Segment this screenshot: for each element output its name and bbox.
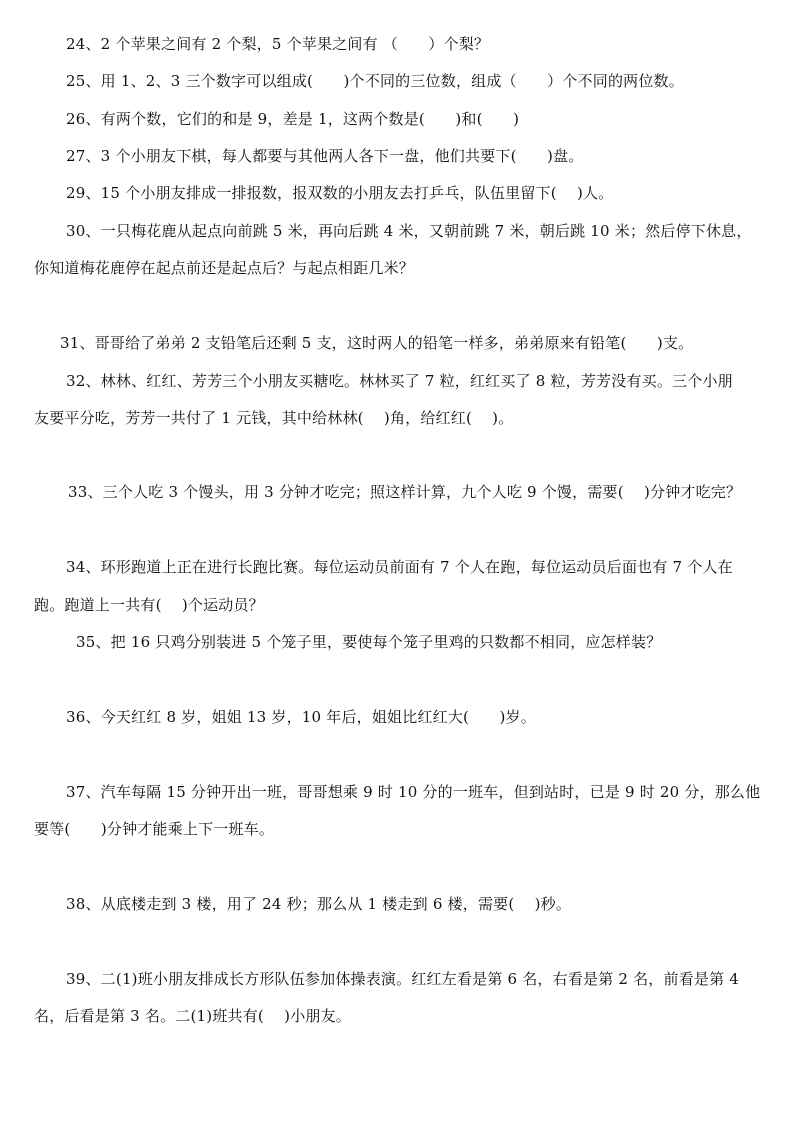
question-32-line-1: 32、林林、红红、芳芳三个小朋友买糖吃。林林买了 7 粒，红红买了 8 粒，芳芳没有买。三个小朋 [66, 372, 733, 390]
question-30-line-2: 你知道梅花鹿停在起点前还是起点后？与起点相距几米？ [34, 259, 415, 277]
question-39-line-2: 名，后看是第 3 名。二(1)班共有( )小朋友。 [34, 1007, 352, 1025]
question-26: 26、有两个数，它们的和是 9，差是 1，这两个数是( )和( ) [66, 110, 520, 128]
question-24: 24、2 个苹果之间有 2 个梨，5 个苹果之间有 （ ）个梨？ [66, 35, 490, 53]
question-32-line-2: 友要平分吃，芳芳一共付了 1 元钱，其中给林林( )角，给红红( )。 [34, 409, 514, 427]
question-38: 38、从底楼走到 3 楼，用了 24 秒；那么从 1 楼走到 6 楼，需要( )秒。 [66, 895, 572, 913]
question-37-line-2: 要等( )分钟才能乘上下一班车。 [34, 820, 275, 838]
question-30-line-1: 30、一只梅花鹿从起点向前跳 5 米，再向后跳 4 米，又朝前跳 7 米，朝后跳 10 米；然后停下休息， [66, 222, 752, 240]
question-36: 36、今天红红 8 岁，姐姐 13 岁，10 年后，姐姐比红红大( )岁。 [66, 708, 536, 726]
question-33: 33、三个人吃 3 个馒头，用 3 分钟才吃完；照这样计算，九个人吃 9 个馒，需要( )分钟才吃完？ [68, 483, 742, 501]
question-34-line-1: 34、环形跑道上正在进行长跑比赛。每位运动员前面有 7 个人在跑，每位运动员后面也有 7 个人在 [66, 558, 733, 576]
question-25: 25、用 1、2、3 三个数字可以组成( )个不同的三位数，组成（ ）个不同的两位数。 [66, 72, 684, 90]
question-37-line-1: 37、汽车每隔 15 分钟开出一班，哥哥想乘 9 时 10 分的一班车，但到站时，已是 9 时 20 分，那么他 [66, 783, 761, 801]
question-39-line-1: 39、二(1)班小朋友排成长方形队伍参加体操表演。红红左看是第 6 名，右看是第 2 名，前看是第 4 [66, 970, 740, 988]
question-34-line-2: 跑。跑道上一共有( )个运动员？ [34, 596, 264, 614]
question-35: 35、把 16 只鸡分别装进 5 个笼子里，要使每个笼子里鸡的只数都不相同，应怎样装？ [76, 633, 662, 651]
question-29: 29、15 个小朋友排成一排报数，报双数的小朋友去打乒乓，队伍里留下( )人。 [66, 184, 614, 202]
question-31: 31、哥哥给了弟弟 2 支铅笔后还剩 5 支，这时两人的铅笔一样多，弟弟原来有铅笔( )支。 [60, 334, 694, 352]
question-27: 27、3 个小朋友下棋，每人都要与其他两人各下一盘，他们共要下( )盘。 [66, 147, 584, 165]
